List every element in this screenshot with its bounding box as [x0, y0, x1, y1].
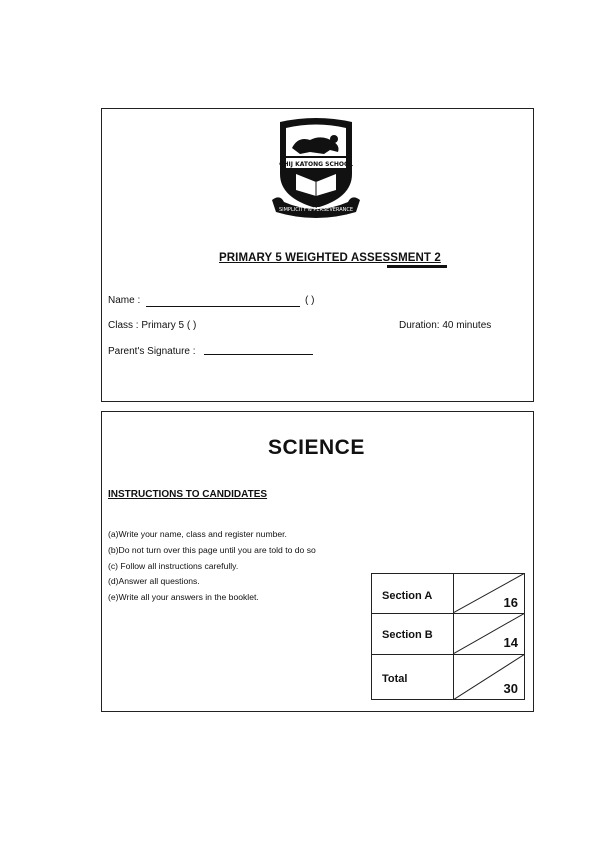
school-crest-logo: [270, 116, 362, 220]
name-label: Name :: [108, 295, 141, 306]
instruction-item: (d)Answer all questions.: [108, 576, 200, 587]
crest-motto: SIMPLICITY & PERSEVERANCE: [278, 207, 354, 213]
instruction-item: (b)Do not turn over this page until you are told to do so: [108, 544, 316, 555]
crest-school-name: CHIJ KATONG SCHOOL: [279, 161, 353, 168]
parent-signature-field[interactable]: [204, 354, 313, 355]
total-label: Total: [382, 673, 408, 685]
instruction-item: (a)Write your name, class and register number.: [108, 529, 287, 539]
register-number-paren: ( ): [305, 295, 315, 306]
instruction-item: (e)Write all your answers in the booklet.: [108, 592, 259, 603]
name-field[interactable]: [146, 306, 300, 307]
subject-title: SCIENCE: [268, 436, 365, 459]
instructions-list: [108, 527, 316, 606]
score-table: [371, 573, 525, 700]
duration-text: Duration: 40 minutes: [399, 320, 492, 331]
section-b-label: Section B: [382, 629, 433, 641]
total-max-score: 30: [503, 681, 518, 696]
instruction-item: (c) Follow all instructions carefully.: [108, 560, 239, 571]
parent-signature-label: Parent's Signature :: [108, 346, 196, 357]
section-a-max-score: 16: [503, 595, 518, 610]
assessment-title: PRIMARY 5 WEIGHTED ASSESSMENT 2: [219, 252, 441, 264]
section-b-max-score: 14: [503, 635, 518, 650]
class-label: Class : Primary 5 ( ): [108, 320, 197, 331]
section-a-label: Section A: [382, 590, 433, 602]
title-underline-bar: [387, 265, 447, 268]
instructions-heading: INSTRUCTIONS TO CANDIDATES: [108, 489, 268, 500]
